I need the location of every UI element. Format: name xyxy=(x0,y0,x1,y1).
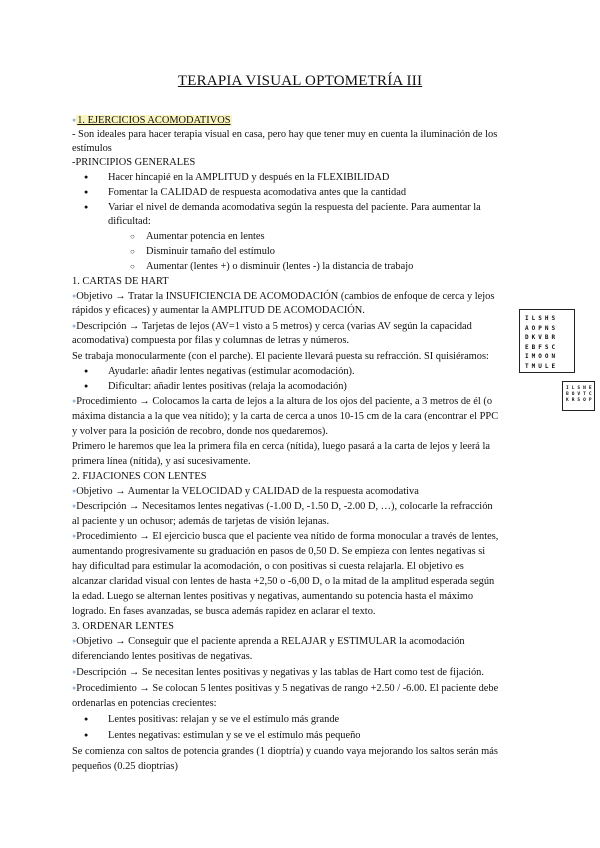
text-line: - Son ideales para hacer terapia visual en casa, pero hay que tener muy en cuenta la iluminación de los xyxy=(72,129,498,140)
text-line: primera línea (nítida), y así sucesivamente. xyxy=(72,456,251,467)
hart-far-row: ILSHS xyxy=(525,315,559,322)
text-line: diferenciando lentes positivas de negativas. xyxy=(72,651,253,662)
text-line: pequeños (0.25 dioptrías) xyxy=(72,761,178,772)
section-heading: 3. ORDENAR LENTES xyxy=(72,621,174,632)
hart-near-row: ILSNE xyxy=(566,386,595,391)
hart-far-row: EBFSC xyxy=(525,343,559,351)
text-line: la edad. Luego se alternan lentes positivas y negativas, aumentando su potencia hasta el máximo xyxy=(72,591,474,602)
hart-near-row: BOVTC xyxy=(566,392,595,397)
text-line: ●Descripción → Se necesitan lentes positivas y negativas y las tablas de Hart como test de fijación. xyxy=(72,667,484,678)
text-line: rápidos y eficaces) y aumentar la AMPLITUD DE ACOMODACIÓN. xyxy=(72,305,365,316)
hart-near-row: KRSOP xyxy=(566,398,595,403)
text-line: ●Objetivo → Aumentar la VELOCIDAD y CALIDAD de la respuesta acomodativa xyxy=(72,486,419,497)
section-heading: 1. CARTAS DE HART xyxy=(72,276,169,287)
text-line: ●Descripción → Tarjetas de lejos (AV=1 visto a 5 metros) y cerca (varias AV según la capacidad xyxy=(72,321,472,332)
text-line: ●Procedimiento → Se colocan 5 lentes positivas y 5 negativas de rango +2.50 / -6.00. El paciente debe xyxy=(72,683,499,694)
section-heading: ●1. EJERCICIOS ACOMODATIVOS xyxy=(72,115,231,126)
text-line: logrado. En fases avanzadas, se busca además rapidez en aclarar el texto. xyxy=(72,606,376,617)
text-line: ordenarlas en potencias crecientes: xyxy=(72,698,217,709)
text-line: ●Procedimiento → Colocamos la carta de lejos a la altura de los ojos del paciente, a 3 metros de él (o xyxy=(72,396,493,407)
text-line: al paciente y un ochusor; además de tarjetas de visión lejanas. xyxy=(72,516,330,527)
hart-far-row: TMULE xyxy=(525,362,559,370)
list-item: ● Ayudarle: añadir lentes negativas (estimular acomodación). xyxy=(108,365,355,378)
hart-far-row: DKVBR xyxy=(525,334,559,341)
subheading: -PRINCIPIOS GENERALES xyxy=(72,157,196,168)
text-line: dificultad: xyxy=(108,216,151,227)
text-line: estímulos xyxy=(72,143,112,154)
list-item: ● Lentes positivas: relajan y se ve el estímulo más grande xyxy=(108,713,339,726)
hart-far-row: AOPNS xyxy=(525,324,559,332)
sub-list-item: ○ Disminuir tamaño del estímulo xyxy=(146,245,275,258)
list-item: ● Variar el nivel de demanda acomodativa según la respuesta del paciente. Para aumentar la xyxy=(108,201,481,214)
section-1-heading: 1. EJERCICIOS ACOMODATIVOS xyxy=(77,115,231,126)
text-line: ●Descripción → Necesitamos lentes negativas (-1.00 D, -1.50 D, -2.00 D, …), colocarle la refracción xyxy=(72,501,493,512)
sub-list-item: ○ Aumentar potencia en lentes xyxy=(146,230,265,243)
hart-chart-near-image xyxy=(562,381,595,411)
page-title: TERAPIA VISUAL OPTOMETRÍA III xyxy=(177,73,423,89)
list-item: ● Dificultar: añadir lentes positivas (relaja la acomodación) xyxy=(108,380,347,393)
list-item: ● Hacer hincapié en la AMPLITUD y después en la FLEXIBILIDAD xyxy=(108,171,389,184)
list-item: ● Lentes negativas: estimulan y se ve el estímulo más pequeño xyxy=(108,729,361,742)
text-line: y volver para la posición de recobro, donde nos quedaremos). xyxy=(72,426,328,437)
list-item: ● Fomentar la CALIDAD de respuesta acomodativa antes que la cantidad xyxy=(108,186,406,199)
text-line: aumentando progresivamente su graduación en pasos de 0,50 D. Se empieza con lentes negativas si xyxy=(72,546,486,557)
text-line: acomodativa) compuesta por filas y columnas de letras y números. xyxy=(72,335,350,346)
text-line: hay dificultad para estimular la acomodación, o con positivas si cuesta relajarla. El objetivo es xyxy=(72,561,464,572)
hart-chart-far-image xyxy=(519,309,575,373)
text-line: alcanzar claridad visual con lentes de hasta +2,50 o -6,00 D, o la mitad de la amplitud esperada según xyxy=(72,576,495,587)
text-line: ●Objetivo → Tratar la INSUFICIENCIA DE ACOMODACIÓN (cambios de enfoque de cerca y lejos xyxy=(72,291,495,302)
text-line: Se comienza con saltos de potencia grandes (1 dioptría) y cuando vaya mejorando los saltos serán más xyxy=(72,746,498,757)
text-line: ●Objetivo → Conseguir que el paciente aprenda a RELAJAR y ESTIMULAR la acomodación xyxy=(72,636,465,647)
text-line: Primero le haremos que lea la primera fila en cerca (nítida), luego pasará a la carta de lejos y leerá la xyxy=(72,441,491,452)
text-line: Se trabaja monocularmente (con el parche). El paciente llevará puesta su refracción. SI quisiéramos: xyxy=(72,351,489,362)
hart-far-row: IMOON xyxy=(525,353,559,360)
sub-list-item: ○ Aumentar (lentes +) o disminuir (lentes -) la distancia de trabajo xyxy=(146,260,413,273)
text-line: ●Procedimiento → El ejercicio busca que el paciente vea nítido de forma monocular a través de lentes, xyxy=(72,531,499,542)
section-heading: 2. FIJACIONES CON LENTES xyxy=(72,471,207,482)
text-line: máxima distancia a la que vea nítido); y la carta de cerca a unos 10-15 cm de la cara (encontrar el PPC xyxy=(72,411,499,422)
